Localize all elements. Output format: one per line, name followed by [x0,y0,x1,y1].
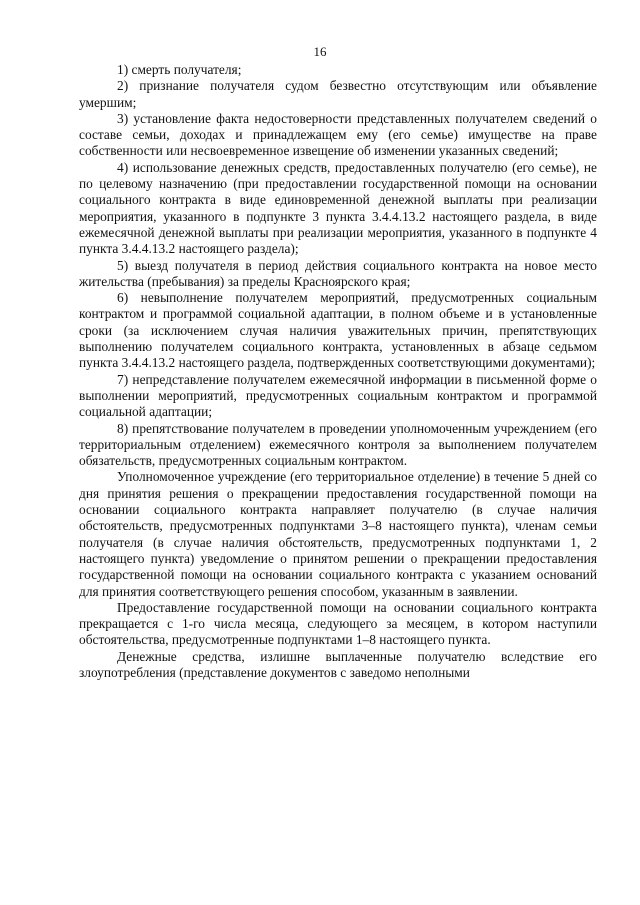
paragraph-item-2-missing: 2) признание получателя судом безвестно отсутствующим или объявление умершим; [79,78,597,110]
paragraph-item-3-false-info: 3) установление факта недостоверности представленных получателем сведений о составе семьи, доходах и принадлежащем ему (его семье) имуществе на праве собственности или несвоевременное извещение об изменении указанных сведений; [79,110,597,159]
document-body [79,62,597,681]
paragraph-item-7-no-report: 7) непредставление получателем ежемесячной информации в письменной форме о выполнении мероприятий, предусмотренных социальным контрактом и программой социальной адаптации; [79,371,597,420]
paragraph-notification: Уполномоченное учреждение (его территориальное отделение) в течение 5 дней со дня принятия решения о прекращении предоставления государственной помощи на основании социального контракта направляет получателю (в случае наличия обстоятельств, предусмотренных подпунктами 3–8 настоящего пункта), членам семьи получателя (в случае наличия обстоятельств, предусмотренных подпунктами 1, 2 настоящего пункта) уведомление о принятом решении о прекращении предоставления государственной помощи на основании социального контракта с указанием оснований для принятия соответствующего решения способом, указанным в заявлении. [79,469,597,599]
paragraph-overpayment: Денежные средства, излишне выплаченные получателю вследствие его злоупотребления (представление документов с заведомо неполными [79,648,597,680]
page-number: 16 [313,44,327,59]
paragraph-item-6-non-fulfillment: 6) невыполнение получателем мероприятий, предусмотренных социальным контрактом и программой социальной адаптации, в полном объеме и в установленные сроки (за исключением случая наличия уважительных причин, препятствующих выполнению получателем социального контракта, установленных в абзаце седьмом пункта 3.4.4.13.2 настоящего раздела, подтвержденных соответствующими документами); [79,290,597,371]
paragraph-item-4-misuse: 4) использование денежных средств, предоставленных получателю (его семье), не по целевому назначению (при предоставлении государственной помощи на основании социального контракта в виде единовременной денежной выплаты при реализации мероприятия, указанного в подпункте 3 пункта 3.4.4.13.2 настоящего раздела, в виде ежемесячной денежной выплаты при реализации мероприятия, указанного в подпункте 4 пункта 3.4.4.13.2 настоящего раздела); [79,159,597,257]
paragraph-item-5-relocation: 5) выезд получателя в период действия социального контракта на новое место жительства (пребывания) за пределы Красноярского края; [79,257,597,289]
paragraph-item-1-death: 1) смерть получателя; [117,62,242,77]
paragraph-termination-date: Предоставление государственной помощи на основании социального контракта прекращается с 1-го числа месяца, следующего за месяцем, в котором наступили обстоятельства, предусмотренные подпунктами 1–8 настоящего пункта. [79,599,597,648]
paragraph-item-8-obstruction: 8) препятствование получателем в проведении уполномоченным учреждением (его территориальным отделением) ежемесячного контроля за выполнением получателем обязательств, предусмотренных социальным контрактом. [79,420,597,469]
